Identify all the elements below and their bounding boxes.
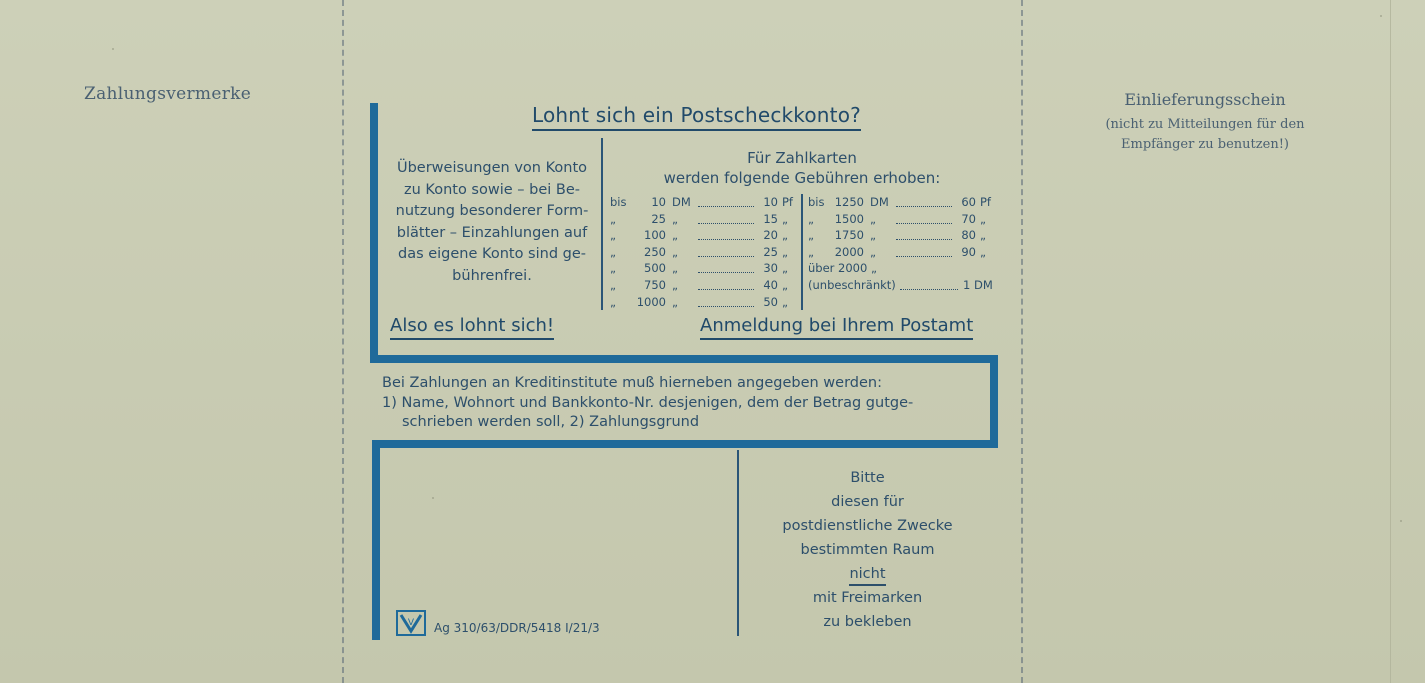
perforation-line-left xyxy=(342,0,344,683)
fee-prefix: „ xyxy=(808,211,814,226)
notice-line: zu bekleben xyxy=(823,614,912,630)
paper-speck xyxy=(1400,520,1402,522)
frame-bar-lower xyxy=(372,440,998,448)
para-line: nutzung besonderer Form- xyxy=(395,203,589,219)
fee-leader-dots xyxy=(698,263,754,273)
fee-unlimited-value: 1 DM xyxy=(963,277,993,292)
fee-fee-unit: Pf xyxy=(782,195,793,209)
para-line: zu Konto sowie – bei Be- xyxy=(404,181,580,198)
fee-row xyxy=(808,244,998,261)
paper-speck xyxy=(112,48,114,50)
fee-row xyxy=(610,294,798,311)
ad-title: Lohnt sich ein Postscheckkonto? xyxy=(532,103,861,131)
fee-header xyxy=(606,148,998,188)
fee-row xyxy=(808,211,998,228)
fee-table-col2 xyxy=(808,194,998,260)
fee-amount: 250 xyxy=(644,244,666,259)
fee-unit: „ xyxy=(870,211,876,226)
fee-unit: „ xyxy=(672,244,678,259)
fee-leader-dots xyxy=(698,230,754,240)
cta-register: Anmeldung bei Ihrem Postamt xyxy=(700,315,973,340)
fee-leader-dots xyxy=(698,297,754,307)
para-line: blätter – Einzahlungen auf xyxy=(396,224,588,241)
fee-amount: 100 xyxy=(644,228,666,243)
fee-unlimited-label: (unbeschränkt) xyxy=(808,277,896,292)
fee-amount: 750 xyxy=(644,277,666,292)
paper-speck xyxy=(1380,15,1382,17)
para-line: das eigene Konto sind ge- xyxy=(397,246,586,262)
fee-fee-unit: „ xyxy=(782,261,788,276)
fold-line xyxy=(1390,0,1391,683)
fee-unit: DM xyxy=(672,195,691,209)
fee-fee: 15 xyxy=(763,211,778,226)
frame-bar-left-lower xyxy=(372,440,380,640)
fee-leader-dots xyxy=(896,247,952,257)
fee-prefix: „ xyxy=(610,277,616,292)
fee-prefix: „ xyxy=(808,228,814,243)
fee-fee: 30 xyxy=(763,261,778,276)
frame-bar-left-upper xyxy=(370,103,378,363)
fee-fee-unit: „ xyxy=(980,244,986,259)
fee-prefix: „ xyxy=(610,228,616,243)
fee-fee: 60 xyxy=(961,195,976,209)
notice-line: diesen für xyxy=(831,494,904,510)
notice-line: postdienstliche Zwecke xyxy=(782,518,953,534)
fee-row xyxy=(610,260,798,277)
fee-amount: 1500 xyxy=(834,211,864,226)
fee-row xyxy=(610,211,798,228)
fee-prefix: „ xyxy=(610,244,616,259)
fee-prefix: bis xyxy=(610,195,627,209)
divider-lower-area xyxy=(737,450,739,636)
fee-header-line1: Für Zahlkarten xyxy=(747,149,857,167)
fee-fee: 90 xyxy=(961,244,976,259)
fee-over-label: über 2000 „ xyxy=(808,261,877,276)
frame-bar-right xyxy=(990,355,998,447)
fee-leader-dots xyxy=(698,280,754,290)
fee-table-col1 xyxy=(610,194,798,310)
paper-speck xyxy=(432,497,434,499)
fee-fee-unit: „ xyxy=(782,228,788,243)
receipt-title: Einlieferungsschein xyxy=(1124,90,1286,109)
fee-fee: 80 xyxy=(961,228,976,243)
receipt-subtitle-line1: (nicht zu Mitteilungen für den xyxy=(1105,117,1305,132)
fee-row xyxy=(610,227,798,244)
fee-unit: „ xyxy=(672,261,678,276)
fee-leader-dots xyxy=(900,280,958,290)
fee-leader-dots xyxy=(698,247,754,257)
fee-fee-unit: „ xyxy=(980,211,986,226)
fee-unit: DM xyxy=(870,195,889,209)
fee-amount: 1750 xyxy=(834,228,864,243)
bank-note-line: 1) Name, Wohnort und Bankkonto-Nr. desjenigen, dem der Betrag gutge- xyxy=(382,394,914,411)
fee-unit: „ xyxy=(672,277,678,292)
fee-fee-unit: Pf xyxy=(980,195,991,209)
fee-fee: 25 xyxy=(763,244,778,259)
cta-worth-it: Also es lohnt sich! xyxy=(390,315,554,340)
fee-amount: 2000 xyxy=(834,244,864,259)
notice-line: mit Freimarken xyxy=(812,590,923,606)
para-line: Überweisungen von Konto xyxy=(396,160,588,176)
fee-fee: 10 xyxy=(763,195,778,209)
fee-fee: 50 xyxy=(763,294,778,309)
free-transfer-paragraph xyxy=(386,158,598,287)
fee-over-row xyxy=(808,260,998,293)
receipt-subtitle xyxy=(1040,115,1370,155)
fee-fee-unit: „ xyxy=(782,294,788,309)
fee-prefix: „ xyxy=(808,244,814,259)
fee-leader-dots xyxy=(896,230,952,240)
fee-fee-unit: „ xyxy=(782,211,788,226)
fee-fee-unit: „ xyxy=(980,228,986,243)
divider-fees-middle xyxy=(801,194,803,310)
para-line: bührenfrei. xyxy=(452,267,532,284)
fee-amount: 1000 xyxy=(636,294,666,309)
fee-fee-unit: „ xyxy=(782,277,788,292)
fee-leader-dots xyxy=(698,214,754,224)
fee-amount: 25 xyxy=(651,211,666,226)
bank-instructions xyxy=(382,374,982,433)
fee-leader-dots xyxy=(896,197,952,207)
fee-leader-dots xyxy=(896,214,952,224)
stamp-area-notice xyxy=(760,466,975,634)
bank-note-line: schrieben werden soll, 2) Zahlungsgrund xyxy=(402,414,700,430)
receipt-subtitle-line2: Empfänger zu benutzen!) xyxy=(1121,137,1289,152)
fee-fee: 70 xyxy=(961,211,976,226)
fee-fee-unit: „ xyxy=(782,244,788,259)
notice-line: Bitte xyxy=(850,470,885,486)
fee-unit: „ xyxy=(672,228,678,243)
print-code: Ag 310/63/DDR/5418 I/21/3 xyxy=(434,621,600,635)
logo-letter: V xyxy=(407,618,415,628)
fee-unit: „ xyxy=(672,294,678,309)
fee-amount: 1250 xyxy=(834,195,864,209)
publisher-logo-icon xyxy=(396,610,426,636)
fee-prefix: „ xyxy=(610,261,616,276)
notice-line: bestimmten Raum xyxy=(800,542,935,558)
fee-row xyxy=(808,194,998,211)
fee-prefix: „ xyxy=(610,294,616,309)
fee-leader-dots xyxy=(698,197,754,207)
bank-note-line: Bei Zahlungen an Kreditinstitute muß hierneben angegeben werden: xyxy=(382,375,882,391)
fee-unit: „ xyxy=(870,244,876,259)
fee-row xyxy=(808,227,998,244)
fee-prefix: „ xyxy=(610,211,616,226)
fee-fee: 20 xyxy=(763,228,778,243)
fee-row xyxy=(610,194,798,211)
perforation-line-right xyxy=(1021,0,1023,683)
fee-unit: „ xyxy=(672,211,678,226)
divider-fees-left xyxy=(601,138,603,310)
notice-nicht: nicht xyxy=(849,564,885,586)
frame-bar-middle xyxy=(370,355,998,363)
fee-unit: „ xyxy=(870,228,876,243)
payment-notes-label: Zahlungsvermerke xyxy=(84,84,252,104)
fee-amount: 500 xyxy=(644,261,666,276)
fee-row xyxy=(610,277,798,294)
fee-row xyxy=(610,244,798,261)
fee-amount: 10 xyxy=(651,195,666,209)
fee-fee: 40 xyxy=(763,277,778,292)
fee-prefix: bis xyxy=(808,195,825,209)
fee-header-line2: werden folgende Gebühren erhoben: xyxy=(663,169,941,187)
